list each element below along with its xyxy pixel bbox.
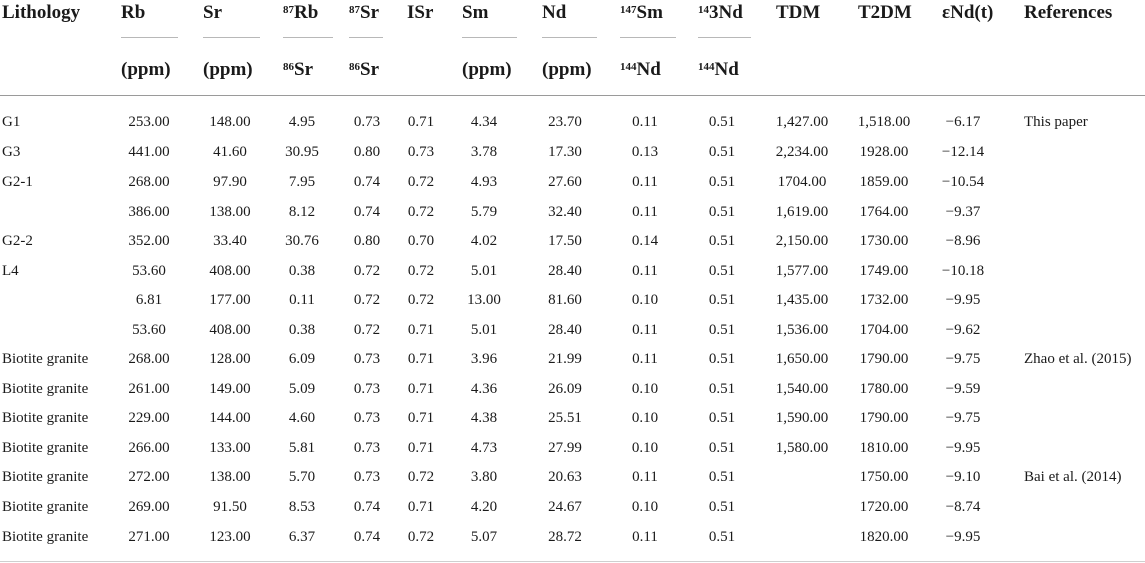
column-header-refs: [1024, 2, 1112, 24]
column-header-smnd-top-text: Sm: [636, 2, 663, 23]
table-cell-tdm: 1,427.00: [775, 114, 829, 130]
table-cell-endt: −9.95: [945, 292, 981, 308]
table-cell-tdm: 1,577.00: [775, 263, 829, 279]
table-cell-endt: −9.75: [945, 410, 981, 426]
table-cell-sm: 3.78: [470, 144, 498, 160]
table-cell-endt: −9.75: [945, 351, 981, 367]
table-cell-endt: −10.18: [941, 263, 985, 279]
table-cell-srsr: 0.73: [353, 469, 381, 485]
table-cell-lithology: L4: [2, 263, 19, 279]
table-cell-sr: 408.00: [209, 322, 251, 338]
column-header-rb-top-text: Rb: [121, 2, 146, 23]
column-header-sm-divider: [462, 37, 517, 38]
table-cell-t2dm: 1820.00: [859, 529, 909, 545]
table-cell-lithology: Biotite granite: [2, 529, 89, 545]
table-cell-smnd: 0.11: [632, 469, 658, 485]
table-cell-endt: −9.95: [945, 440, 981, 456]
column-header-refs-text: References: [1024, 2, 1113, 23]
column-header-t2dm-text: T2DM: [858, 2, 912, 23]
column-header-sr-top: [203, 2, 222, 24]
table-cell-rbsr: 7.95: [288, 174, 316, 190]
column-header-sr-divider: [203, 37, 260, 38]
column-header-smnd-divider: [620, 37, 676, 38]
table-cell-smnd: 0.10: [631, 292, 659, 308]
table-cell-sm: 4.38: [470, 410, 498, 426]
table-cell-rbsr: 0.11: [289, 292, 315, 308]
table-cell-sr: 408.00: [209, 263, 251, 279]
table-cell-refs: This paper: [1024, 114, 1088, 130]
table-cell-endt: −12.14: [941, 144, 985, 160]
column-header-nd-bottom-text: (ppm): [542, 59, 592, 80]
column-header-sm-top: [462, 2, 488, 24]
table-cell-t2dm: 1859.00: [859, 174, 909, 190]
column-header-endt: [942, 2, 993, 24]
table-cell-isr: 0.71: [407, 351, 435, 367]
column-header-sr-bottom: [203, 59, 253, 81]
table-cell-rbsr: 0.38: [288, 322, 316, 338]
table-cell-ndnd: 0.51: [708, 499, 736, 515]
column-header-ndnd-divider: [698, 37, 751, 38]
table-cell-nd: 81.60: [548, 292, 582, 308]
table-cell-t2dm: 1790.00: [859, 410, 909, 426]
table-cell-rb: 6.81: [135, 292, 163, 308]
table-cell-rbsr: 6.09: [288, 351, 316, 367]
table-cell-sr: 97.90: [213, 174, 247, 190]
table-cell-rb: 352.00: [128, 233, 170, 249]
table-cell-sr: 138.00: [209, 469, 251, 485]
table-cell-sm: 4.02: [470, 233, 498, 249]
column-header-srsr-bottom-text: Sr: [360, 59, 379, 80]
table-cell-smnd: 0.11: [632, 204, 658, 220]
column-header-sm-top-text: Sm: [462, 2, 489, 23]
column-header-srsr-divider: [349, 37, 383, 38]
table-cell-rbsr: 5.70: [288, 469, 316, 485]
table-cell-sr: 91.50: [213, 499, 247, 515]
table-cell-sm: 5.07: [470, 529, 498, 545]
table-cell-endt: −9.10: [945, 469, 981, 485]
table-cell-sr: 123.00: [209, 529, 251, 545]
table-cell-sr: 149.00: [209, 381, 251, 397]
table-cell-rb: 253.00: [128, 114, 170, 130]
table-cell-rb: 269.00: [128, 499, 170, 515]
table-cell-isr: 0.71: [407, 499, 435, 515]
column-header-sm-bottom: [462, 59, 512, 81]
table-cell-endt: −10.54: [941, 174, 985, 190]
table-cell-sm: 5.01: [470, 263, 498, 279]
table-cell-sr: 177.00: [209, 292, 251, 308]
table-cell-rb: 53.60: [132, 322, 166, 338]
column-header-ndnd-bottom-text: Nd: [714, 59, 739, 80]
table-cell-ndnd: 0.51: [708, 440, 736, 456]
table-cell-ndnd: 0.51: [708, 174, 736, 190]
table-cell-smnd: 0.11: [632, 263, 658, 279]
table-cell-t2dm: 1810.00: [859, 440, 909, 456]
table-cell-nd: 28.72: [548, 529, 582, 545]
table-cell-ndnd: 0.51: [708, 233, 736, 249]
table-cell-nd: 25.51: [548, 410, 582, 426]
column-header-nd-top-text: Nd: [542, 2, 567, 23]
table-cell-sm: 3.96: [470, 351, 498, 367]
table-cell-lithology: Biotite granite: [2, 381, 89, 397]
table-cell-srsr: 0.74: [353, 174, 381, 190]
table-cell-nd: 27.99: [548, 440, 582, 456]
table-cell-isr: 0.71: [407, 410, 435, 426]
column-header-endt-text: εNd(t): [942, 2, 994, 23]
table-cell-rbsr: 30.95: [285, 144, 319, 160]
table-cell-srsr: 0.80: [353, 144, 381, 160]
column-header-smnd-top-sup: 147: [620, 4, 637, 16]
table-cell-ndnd: 0.51: [708, 322, 736, 338]
table-cell-isr: 0.71: [407, 114, 435, 130]
table-cell-srsr: 0.74: [353, 529, 381, 545]
column-header-ndnd-top-sup: 14: [698, 4, 709, 16]
table-cell-ndnd: 0.51: [708, 469, 736, 485]
table-cell-endt: −9.62: [945, 322, 981, 338]
table-cell-rbsr: 0.38: [288, 263, 316, 279]
table-cell-t2dm: 1790.00: [859, 351, 909, 367]
column-header-sr-bottom-text: (ppm): [203, 59, 253, 80]
column-header-rbsr-bottom-text: Sr: [294, 59, 313, 80]
column-header-rb-top: [121, 2, 145, 24]
table-cell-tdm: 2,150.00: [775, 233, 829, 249]
table-cell-isr: 0.71: [407, 381, 435, 397]
table-cell-rb: 53.60: [132, 263, 166, 279]
table-cell-srsr: 0.74: [353, 499, 381, 515]
table-cell-endt: −9.59: [945, 381, 981, 397]
table-cell-lithology: G2-2: [2, 233, 33, 249]
table-cell-smnd: 0.11: [632, 351, 658, 367]
table-cell-ndnd: 0.51: [708, 263, 736, 279]
column-header-rbsr-bottom-sup: 86: [283, 61, 294, 73]
table-cell-srsr: 0.72: [353, 263, 381, 279]
table-cell-nd: 23.70: [548, 114, 582, 130]
table-cell-nd: 26.09: [548, 381, 582, 397]
table-cell-isr: 0.71: [407, 440, 435, 456]
column-header-sr-top-text: Sr: [203, 2, 222, 23]
table-cell-refs: Bai et al. (2014): [1024, 469, 1122, 485]
table-cell-t2dm: 1730.00: [859, 233, 909, 249]
table-cell-smnd: 0.11: [632, 529, 658, 545]
table-cell-lithology: G3: [2, 144, 21, 160]
column-header-smnd-bottom-text: Nd: [636, 59, 661, 80]
table-cell-lithology: Biotite granite: [2, 469, 89, 485]
table-cell-nd: 28.40: [548, 263, 582, 279]
table-cell-rb: 229.00: [128, 410, 170, 426]
table-cell-ndnd: 0.51: [708, 410, 736, 426]
column-header-rb-bottom: [121, 59, 171, 81]
table-cell-rbsr: 4.95: [288, 114, 316, 130]
table-cell-ndnd: 0.51: [708, 529, 736, 545]
table-cell-rbsr: 8.12: [288, 204, 316, 220]
column-header-lithology: [2, 2, 80, 24]
column-header-isr-text: ISr: [407, 2, 434, 23]
table-cell-smnd: 0.10: [631, 381, 659, 397]
column-header-isr: [407, 2, 433, 24]
table-cell-lithology: Biotite granite: [2, 410, 89, 426]
table-cell-t2dm: 1749.00: [859, 263, 909, 279]
table-cell-sm: 4.20: [470, 499, 498, 515]
table-cell-nd: 17.30: [548, 144, 582, 160]
table-cell-rb: 268.00: [128, 351, 170, 367]
table-cell-srsr: 0.73: [353, 351, 381, 367]
table-cell-smnd: 0.11: [632, 174, 658, 190]
column-header-srsr-top: [349, 2, 379, 24]
table-cell-isr: 0.71: [407, 322, 435, 338]
table-cell-ndnd: 0.51: [708, 114, 736, 130]
table-cell-tdm: 2,234.00: [775, 144, 829, 160]
table-cell-isr: 0.72: [407, 292, 435, 308]
table-cell-sr: 33.40: [213, 233, 247, 249]
table-cell-isr: 0.72: [407, 263, 435, 279]
table-cell-endt: −8.96: [945, 233, 981, 249]
table-cell-rb: 441.00: [128, 144, 170, 160]
table-cell-smnd: 0.10: [631, 410, 659, 426]
table-cell-rb: 268.00: [128, 174, 170, 190]
bottom-rule: [0, 561, 1145, 562]
table-cell-srsr: 0.74: [353, 204, 381, 220]
table-cell-nd: 17.50: [548, 233, 582, 249]
table-cell-rb: 386.00: [128, 204, 170, 220]
column-header-smnd-bottom: [620, 59, 661, 81]
table-cell-isr: 0.73: [407, 144, 435, 160]
table-cell-rbsr: 5.09: [288, 381, 316, 397]
column-header-srsr-top-text: Sr: [360, 2, 379, 23]
table-cell-sm: 5.79: [470, 204, 498, 220]
column-header-rbsr-top-sup: 87: [283, 4, 294, 16]
table-cell-t2dm: 1720.00: [859, 499, 909, 515]
table-cell-t2dm: 1780.00: [859, 381, 909, 397]
table-cell-sr: 138.00: [209, 204, 251, 220]
table-cell-tdm: 1,435.00: [775, 292, 829, 308]
table-cell-rbsr: 30.76: [285, 233, 319, 249]
table-cell-isr: 0.72: [407, 529, 435, 545]
table-cell-sr: 128.00: [209, 351, 251, 367]
column-header-smnd-top: [620, 2, 663, 24]
table-cell-endt: −9.37: [945, 204, 981, 220]
table-cell-sr: 144.00: [209, 410, 251, 426]
table-cell-sr: 148.00: [209, 114, 251, 130]
column-header-ndnd-bottom-sup: 144: [698, 61, 715, 73]
column-header-nd-bottom: [542, 59, 592, 81]
table-cell-endt: −8.74: [945, 499, 981, 515]
column-header-smnd-bottom-sup: 144: [620, 61, 637, 73]
column-header-rbsr-top: [283, 2, 318, 24]
column-header-sm-bottom-text: (ppm): [462, 59, 512, 80]
table-cell-rb: 261.00: [128, 381, 170, 397]
table-cell-sm: 4.34: [470, 114, 498, 130]
table-cell-smnd: 0.10: [631, 499, 659, 515]
table-cell-lithology: G2-1: [2, 174, 33, 190]
table-cell-refs: Zhao et al. (2015): [1024, 351, 1132, 367]
column-header-t2dm: [858, 2, 912, 24]
column-header-srsr-bottom: [349, 59, 379, 81]
table-cell-ndnd: 0.51: [708, 351, 736, 367]
table-cell-t2dm: 1704.00: [859, 322, 909, 338]
column-header-nd-top: [542, 2, 566, 24]
table-cell-sm: 4.36: [470, 381, 498, 397]
column-header-ndnd-bottom: [698, 59, 739, 81]
table-cell-tdm: 1,619.00: [775, 204, 829, 220]
table-cell-endt: −9.95: [945, 529, 981, 545]
column-header-ndnd-top: [698, 2, 743, 24]
column-header-tdm: [776, 2, 820, 24]
table-cell-nd: 20.63: [548, 469, 582, 485]
table-cell-lithology: G1: [2, 114, 21, 130]
table-cell-tdm: 1,580.00: [775, 440, 829, 456]
table-cell-rbsr: 5.81: [288, 440, 316, 456]
table-cell-isr: 0.70: [407, 233, 435, 249]
table-cell-sm: 4.93: [470, 174, 498, 190]
table-cell-ndnd: 0.51: [708, 144, 736, 160]
table-cell-srsr: 0.73: [353, 410, 381, 426]
table-cell-lithology: Biotite granite: [2, 440, 89, 456]
table-cell-rbsr: 8.53: [288, 499, 316, 515]
table-cell-isr: 0.72: [407, 174, 435, 190]
table-cell-nd: 28.40: [548, 322, 582, 338]
table-cell-sm: 3.80: [470, 469, 498, 485]
column-header-rbsr-top-text: Rb: [294, 2, 319, 23]
table-cell-sm: 13.00: [467, 292, 501, 308]
table-cell-srsr: 0.72: [353, 292, 381, 308]
table-cell-endt: −6.17: [945, 114, 981, 130]
table-cell-nd: 27.60: [548, 174, 582, 190]
table-cell-nd: 24.67: [548, 499, 582, 515]
table-cell-rb: 266.00: [128, 440, 170, 456]
table-cell-t2dm: 1928.00: [859, 144, 909, 160]
table-cell-tdm: 1,536.00: [775, 322, 829, 338]
table-cell-lithology: Biotite granite: [2, 351, 89, 367]
table-cell-rbsr: 4.60: [288, 410, 316, 426]
table-cell-rb: 271.00: [128, 529, 170, 545]
table-cell-tdm: 1704.00: [777, 174, 827, 190]
table-cell-srsr: 0.72: [353, 322, 381, 338]
column-header-srsr-bottom-sup: 86: [349, 61, 360, 73]
table-cell-isr: 0.72: [407, 204, 435, 220]
table-cell-t2dm: 1,518.00: [857, 114, 911, 130]
table-cell-ndnd: 0.51: [708, 204, 736, 220]
table-cell-srsr: 0.73: [353, 440, 381, 456]
table-cell-tdm: 1,650.00: [775, 351, 829, 367]
table-cell-t2dm: 1732.00: [859, 292, 909, 308]
table-cell-smnd: 0.14: [631, 233, 659, 249]
table-cell-t2dm: 1764.00: [859, 204, 909, 220]
table-cell-lithology: Biotite granite: [2, 499, 89, 515]
table-cell-ndnd: 0.51: [708, 292, 736, 308]
table-cell-sm: 4.73: [470, 440, 498, 456]
table-cell-srsr: 0.80: [353, 233, 381, 249]
column-header-nd-divider: [542, 37, 597, 38]
table-cell-smnd: 0.10: [631, 440, 659, 456]
table-cell-smnd: 0.13: [631, 144, 659, 160]
column-header-rb-bottom-text: (ppm): [121, 59, 171, 80]
column-header-srsr-top-sup: 87: [349, 4, 360, 16]
table-cell-ndnd: 0.51: [708, 381, 736, 397]
table-cell-nd: 32.40: [548, 204, 582, 220]
table-cell-srsr: 0.73: [353, 114, 381, 130]
table-cell-rbsr: 6.37: [288, 529, 316, 545]
table-cell-rb: 272.00: [128, 469, 170, 485]
column-header-rb-divider: [121, 37, 178, 38]
table-cell-sr: 41.60: [213, 144, 247, 160]
table-cell-sm: 5.01: [470, 322, 498, 338]
column-header-rbsr-divider: [283, 37, 333, 38]
table-cell-smnd: 0.11: [632, 114, 658, 130]
table-cell-smnd: 0.11: [632, 322, 658, 338]
column-header-lithology-text: Lithology: [2, 2, 81, 23]
table-cell-isr: 0.72: [407, 469, 435, 485]
header-rule: [0, 95, 1145, 96]
table-cell-t2dm: 1750.00: [859, 469, 909, 485]
table-cell-nd: 21.99: [548, 351, 582, 367]
table-cell-sr: 133.00: [209, 440, 251, 456]
column-header-rbsr-bottom: [283, 59, 313, 81]
table-cell-tdm: 1,590.00: [775, 410, 829, 426]
column-header-ndnd-top-text: 3Nd: [709, 2, 743, 23]
table-cell-tdm: 1,540.00: [775, 381, 829, 397]
table-cell-srsr: 0.73: [353, 381, 381, 397]
column-header-tdm-text: TDM: [776, 2, 821, 23]
